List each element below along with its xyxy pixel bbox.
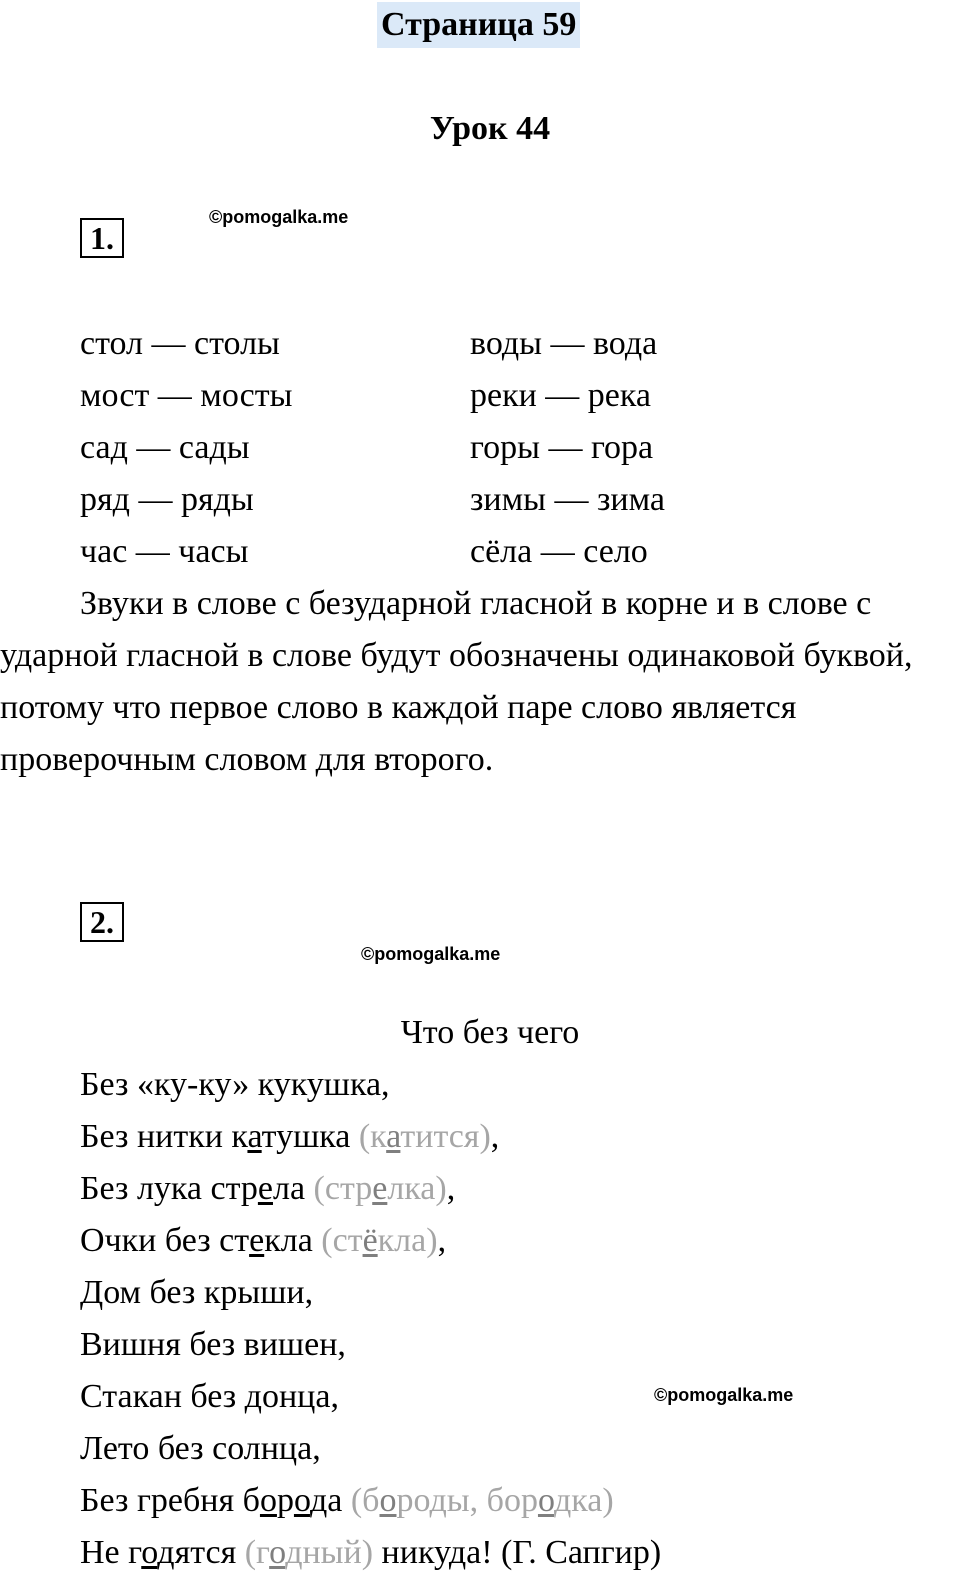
task-number-1: 1. bbox=[80, 218, 124, 258]
unstressed-vowel: е bbox=[257, 1170, 273, 1207]
watermark-1: ©pomogalka.me bbox=[209, 207, 349, 227]
watermark-3: ©pomogalka.me bbox=[654, 1385, 794, 1405]
check-vowel: е bbox=[372, 1170, 388, 1207]
check-word bbox=[351, 1482, 614, 1519]
poem-text: , bbox=[446, 1170, 456, 1207]
poem-text: ла bbox=[272, 1170, 314, 1207]
word-pair: час — часы bbox=[80, 533, 249, 570]
check-text: дка) bbox=[553, 1482, 614, 1519]
lesson-title: Урок 44 bbox=[429, 110, 551, 147]
check-word bbox=[359, 1118, 491, 1155]
poem-text: кла bbox=[264, 1222, 322, 1259]
poem-text: Без «ку-ку» кукушка, bbox=[80, 1066, 390, 1103]
poem-line bbox=[80, 1267, 661, 1319]
check-vowel: о bbox=[537, 1482, 554, 1519]
poem-text: Не г bbox=[80, 1534, 142, 1571]
poem-text: да bbox=[309, 1482, 351, 1519]
poem-text: Вишня без вишен, bbox=[80, 1326, 346, 1363]
poem-text: , bbox=[437, 1222, 447, 1259]
check-text: (б bbox=[350, 1482, 380, 1519]
poem-text: дятся bbox=[157, 1534, 245, 1571]
poem-line bbox=[80, 1475, 661, 1527]
unstressed-vowel: о bbox=[293, 1482, 310, 1519]
task1-explanation: Звуки в слове с безударной гласной в корне и в слове с ударной гласной в слове будут обозначены одинаковой буквой, потому что первое слово в каждой паре слово является проверочным словом для второго. bbox=[0, 585, 913, 778]
check-vowel: а bbox=[386, 1118, 401, 1155]
check-vowel: о bbox=[379, 1482, 397, 1519]
unstressed-vowel: о bbox=[259, 1482, 277, 1519]
word-pair: сад — сады bbox=[80, 429, 250, 466]
poem-text: Без нитки к bbox=[80, 1118, 248, 1155]
check-text: (к bbox=[358, 1118, 387, 1155]
poem-line bbox=[80, 1319, 661, 1371]
poem-text: тушка bbox=[261, 1118, 359, 1155]
check-text: тится) bbox=[400, 1118, 491, 1155]
check-text: роды, бор bbox=[396, 1482, 538, 1519]
watermark-2: ©pomogalka.me bbox=[361, 944, 501, 964]
word-pair: сёла — село bbox=[470, 533, 648, 570]
check-text: (г bbox=[244, 1534, 270, 1571]
check-word bbox=[245, 1534, 373, 1571]
word-pair: мост — мосты bbox=[80, 377, 293, 414]
poem-line bbox=[80, 1059, 661, 1111]
poem-line bbox=[80, 1215, 661, 1267]
task-number-2: 2. bbox=[80, 902, 124, 942]
poem-text: Очки без ст bbox=[80, 1222, 250, 1259]
task1-left-column bbox=[80, 318, 292, 578]
check-text: лка) bbox=[387, 1170, 447, 1207]
poem-line bbox=[80, 1423, 661, 1475]
unstressed-vowel: е bbox=[249, 1222, 265, 1259]
check-vowel: о bbox=[269, 1534, 286, 1571]
check-vowel: ё bbox=[362, 1222, 378, 1259]
check-text: дный) bbox=[285, 1534, 374, 1571]
poem-text: р bbox=[276, 1482, 294, 1519]
poem-text: Дом без крыши, bbox=[80, 1274, 314, 1311]
poem-text: , bbox=[490, 1118, 500, 1155]
word-pair: зимы — зима bbox=[470, 481, 665, 518]
unstressed-vowel: а bbox=[247, 1118, 262, 1155]
poem-line bbox=[80, 1371, 661, 1423]
word-pair: реки — река bbox=[470, 377, 651, 414]
poem-line bbox=[80, 1163, 661, 1215]
word-pair: стол — столы bbox=[80, 325, 280, 362]
word-pair: горы — гора bbox=[470, 429, 654, 466]
check-word bbox=[314, 1170, 447, 1207]
check-text: кла) bbox=[377, 1222, 438, 1259]
unstressed-vowel: о bbox=[141, 1534, 158, 1571]
poem bbox=[80, 1059, 661, 1579]
poem-text: Без лука стр bbox=[80, 1170, 258, 1207]
task1-right-column bbox=[470, 318, 665, 578]
check-text: (ст bbox=[321, 1222, 363, 1259]
check-text: (стр bbox=[313, 1170, 373, 1207]
page-title: Страница 59 bbox=[377, 2, 580, 48]
poem-line bbox=[80, 1527, 661, 1579]
poem-text: никуда! (Г. Сапгир) bbox=[373, 1534, 662, 1571]
poem-title: Что без чего bbox=[400, 1014, 580, 1051]
word-pair: ряд — ряды bbox=[80, 481, 254, 518]
poem-text: Стакан без донца, bbox=[80, 1378, 339, 1415]
poem-text: Без гребня б bbox=[80, 1482, 260, 1519]
poem-text: Лето без солнца, bbox=[80, 1430, 321, 1467]
check-word bbox=[321, 1222, 437, 1259]
poem-line bbox=[80, 1111, 661, 1163]
word-pair: воды — вода bbox=[470, 325, 658, 362]
